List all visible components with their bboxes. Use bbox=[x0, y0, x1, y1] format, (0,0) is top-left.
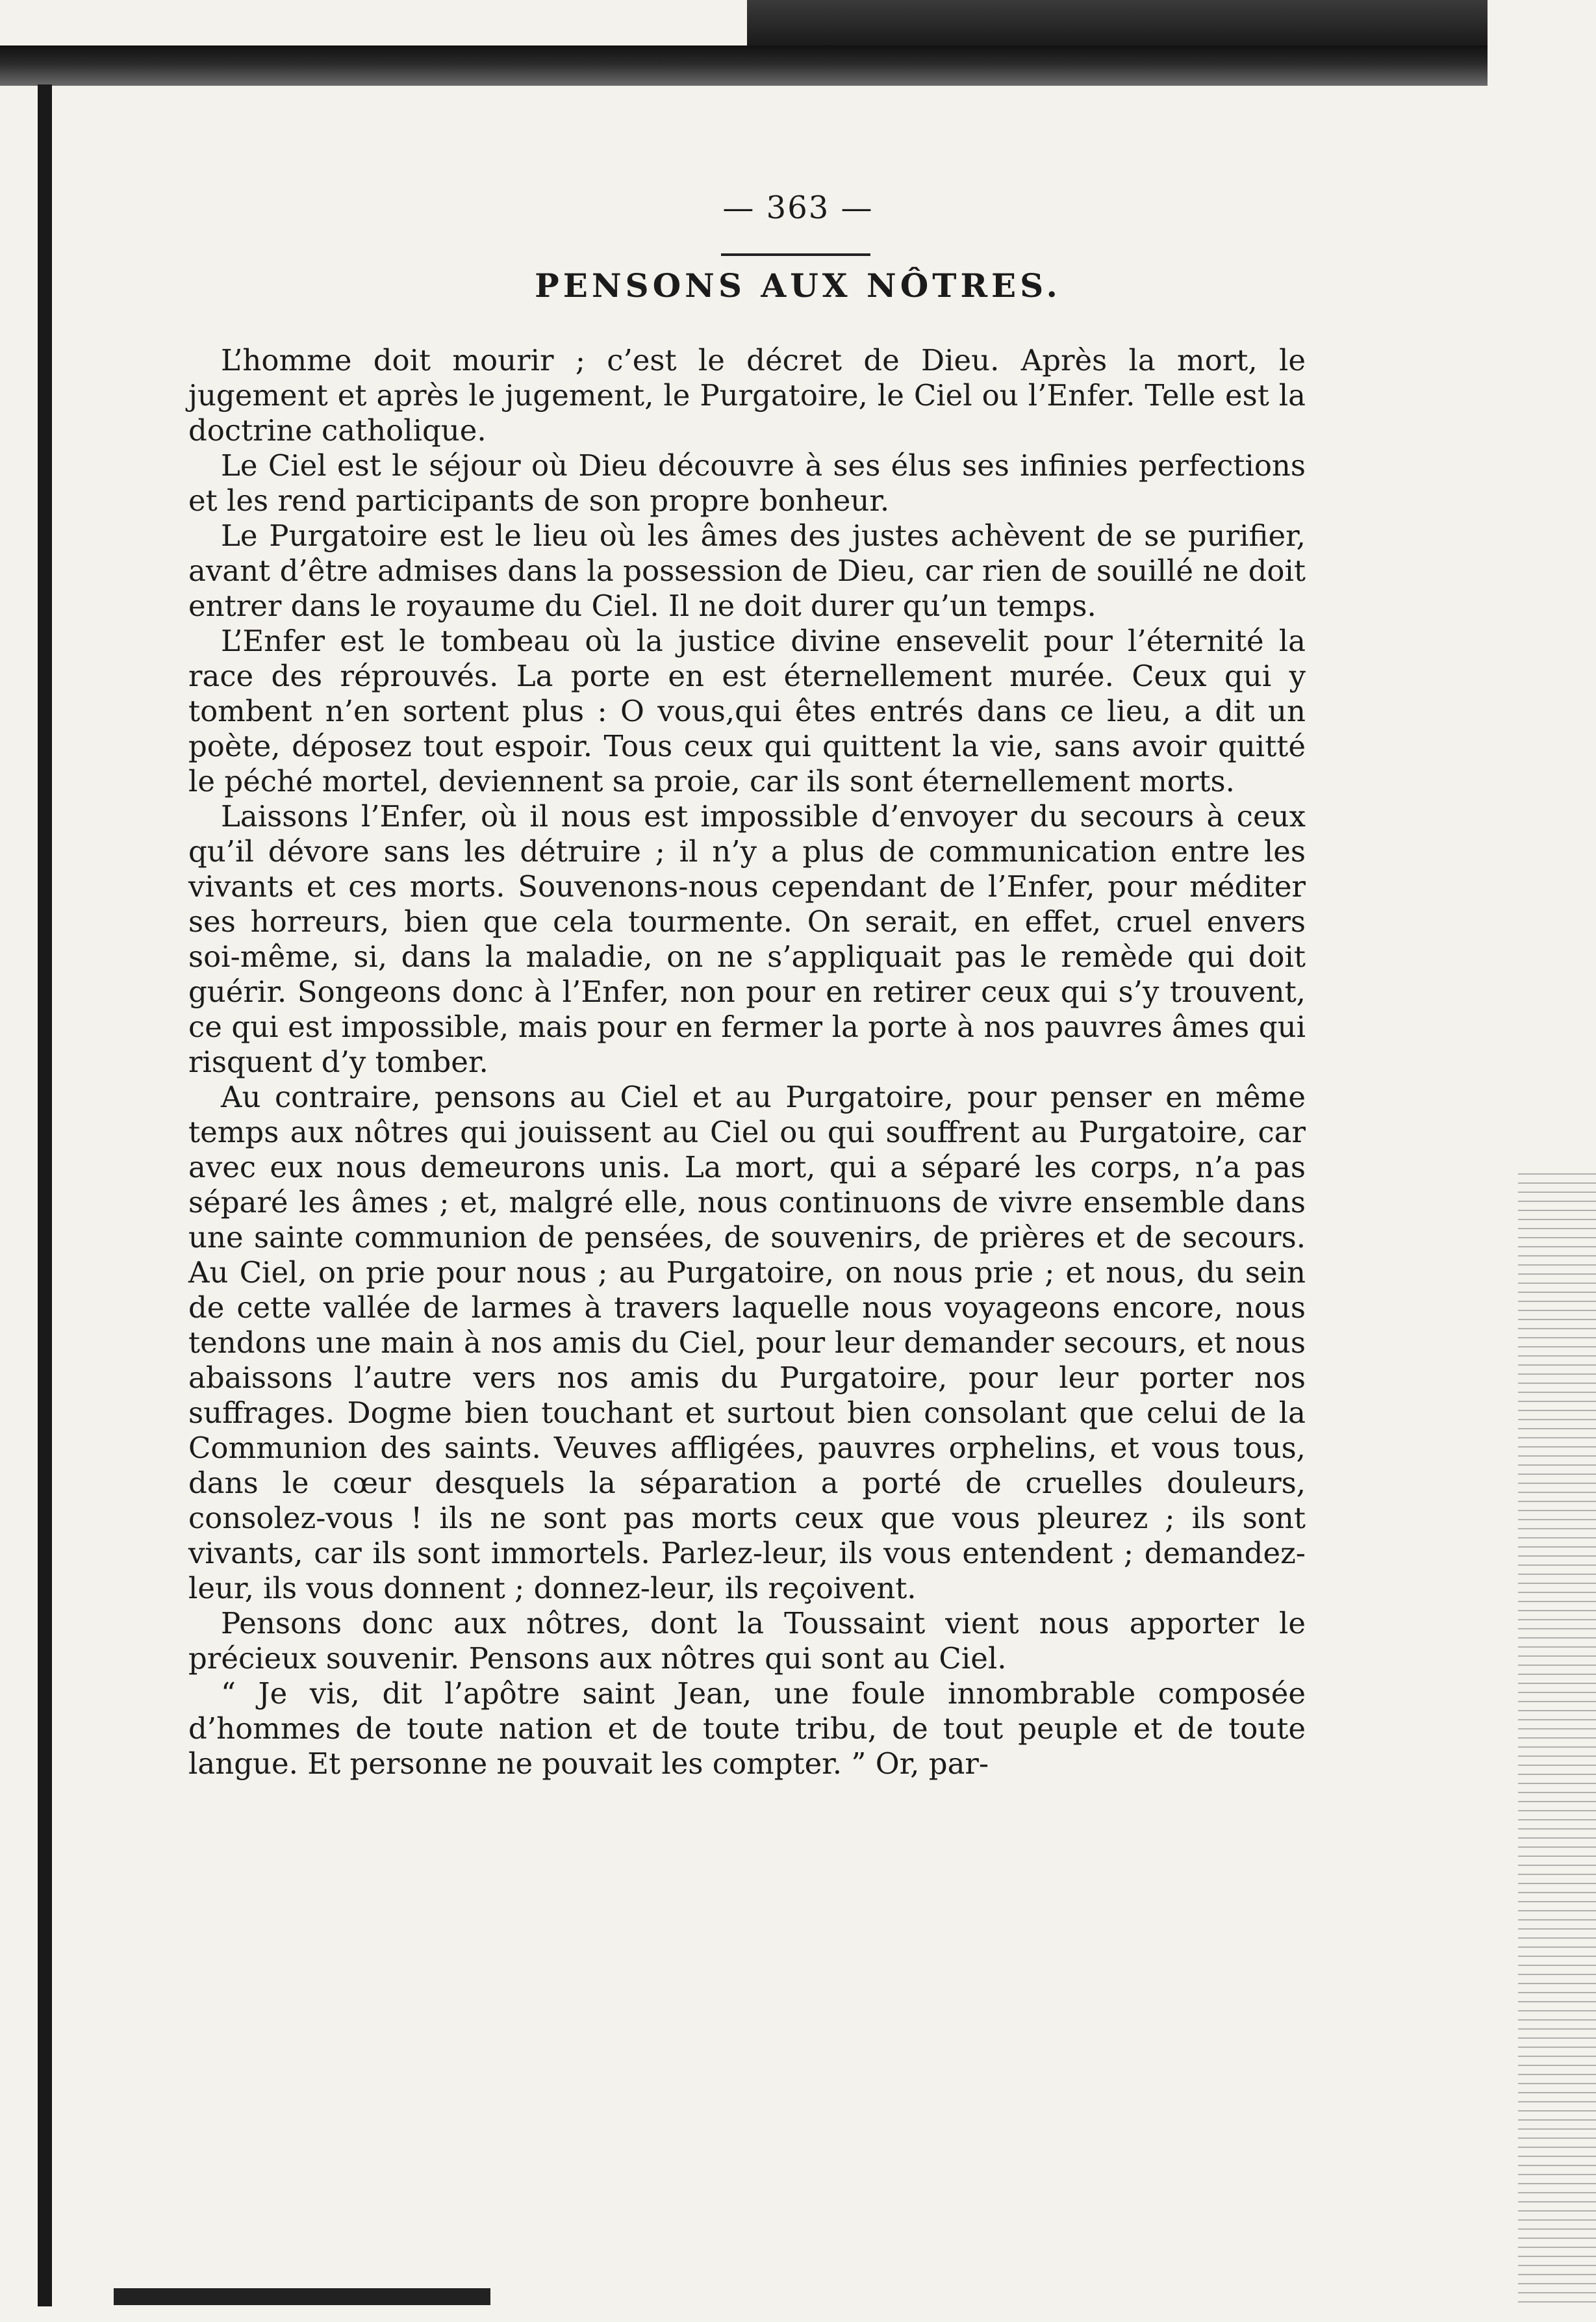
paragraph: L’Enfer est le tombeau où la justice divine ensevelit pour l’éternité la race des réprouvés. La porte en est éternellement murée. Ceux qui y tombent n’en sortent plus : O vous,qui êtes entrés dans ce lieu, a dit un poète, déposez tout espoir. Tous ceux qui quittent la vie, sans avoir quitté le péché mortel, deviennent sa proie, car ils sont éternellement morts. bbox=[188, 624, 1306, 798]
paragraph: Pensons donc aux nôtres, dont la Toussaint vient nous apporter le précieux souvenir. Pensons aux nôtres qui sont au Ciel. bbox=[188, 1606, 1306, 1676]
paragraph: Laissons l’Enfer, où il nous est impossible d’envoyer du secours à ceux qu’il dévore sans les détruire ; il n’y a plus de communication entre les vivants et ces morts. Souvenons-nous cependant de l’Enfer, pour méditer ses horreurs, bien que cela tourmente. On serait, en effet, cruel envers soi-même, si, dans la maladie, on ne s’appliquait pas le remède qui doit guérir. Songeons donc à l’Enfer, non pour en retirer ceux qui s’y trouvent, ce qui est impossible, mais pour en fermer la porte à nos pauvres âmes qui risquent d’y tomber. bbox=[188, 799, 1306, 1079]
paragraph: “ Je vis, dit l’apôtre saint Jean, une foule innombrable composée d’hommes de toute nation et de toute tribu, de tout peuple et de toute langue. Et personne ne pouvait les compter. ” Or, par- bbox=[188, 1676, 1306, 1781]
paragraph: Le Ciel est le séjour où Dieu découvre à ses élus ses infinies perfections et les rend participants de son propre bonheur. bbox=[188, 448, 1306, 518]
scan-bottom-border bbox=[114, 2288, 490, 2305]
scan-right-edge-noise bbox=[1518, 1169, 1596, 2306]
paragraph: L’homme doit mourir ; c’est le décret de Dieu. Après la mort, le jugement et après le jugement, le Purgatoire, le Ciel ou l’Enfer. Telle est la doctrine catholique. bbox=[188, 343, 1306, 448]
page-title: PENSONS AUX NÔTRES. bbox=[535, 266, 1061, 305]
heading-rule bbox=[721, 253, 870, 256]
body-text bbox=[188, 343, 1306, 1781]
paragraph: Au contraire, pensons au Ciel et au Purgatoire, pour penser en même temps aux nôtres qui jouissent au Ciel ou qui souffrent au Purgatoire, car avec eux nous demeurons unis. La mort, qui a séparé les corps, n’a pas séparé les âmes ; et, malgré elle, nous continuons de vivre ensemble dans une sainte communion de pensées, de souvenirs, de prières et de secours. Au Ciel, on prie pour nous ; au Purgatoire, on nous prie ; et nous, du sein de cette vallée de larmes à travers laquelle nous voyageons encore, nous tendons une main à nos amis du Ciel, pour leur demander secours, et nous abaissons l’autre vers nos amis du Purgatoire, pour leur porter nos suffrages. Dogme bien touchant et surtout bien consolant que celui de la Communion des saints. Veuves affligées, pauvres orphelins, et vous tous, dans le cœur desquels la séparation a porté de cruelles douleurs, consolez-vous ! ils ne sont pas morts ceux que vous pleurez ; ils sont vivants, car ils sont immortels. Parlez-leur, ils vous entendent ; demandez-leur, ils vous donnent ; donnez-leur, ils reçoivent. bbox=[188, 1080, 1306, 1605]
paragraph: Le Purgatoire est le lieu où les âmes des justes achèvent de se purifier, avant d’être admises dans la possession de Dieu, car rien de souillé ne doit entrer dans le royaume du Ciel. Il ne doit durer qu’un temps. bbox=[188, 518, 1306, 623]
scan-top-border bbox=[0, 45, 1488, 86]
page-number: — 363 — bbox=[722, 190, 874, 226]
scan-left-border bbox=[38, 84, 52, 2306]
